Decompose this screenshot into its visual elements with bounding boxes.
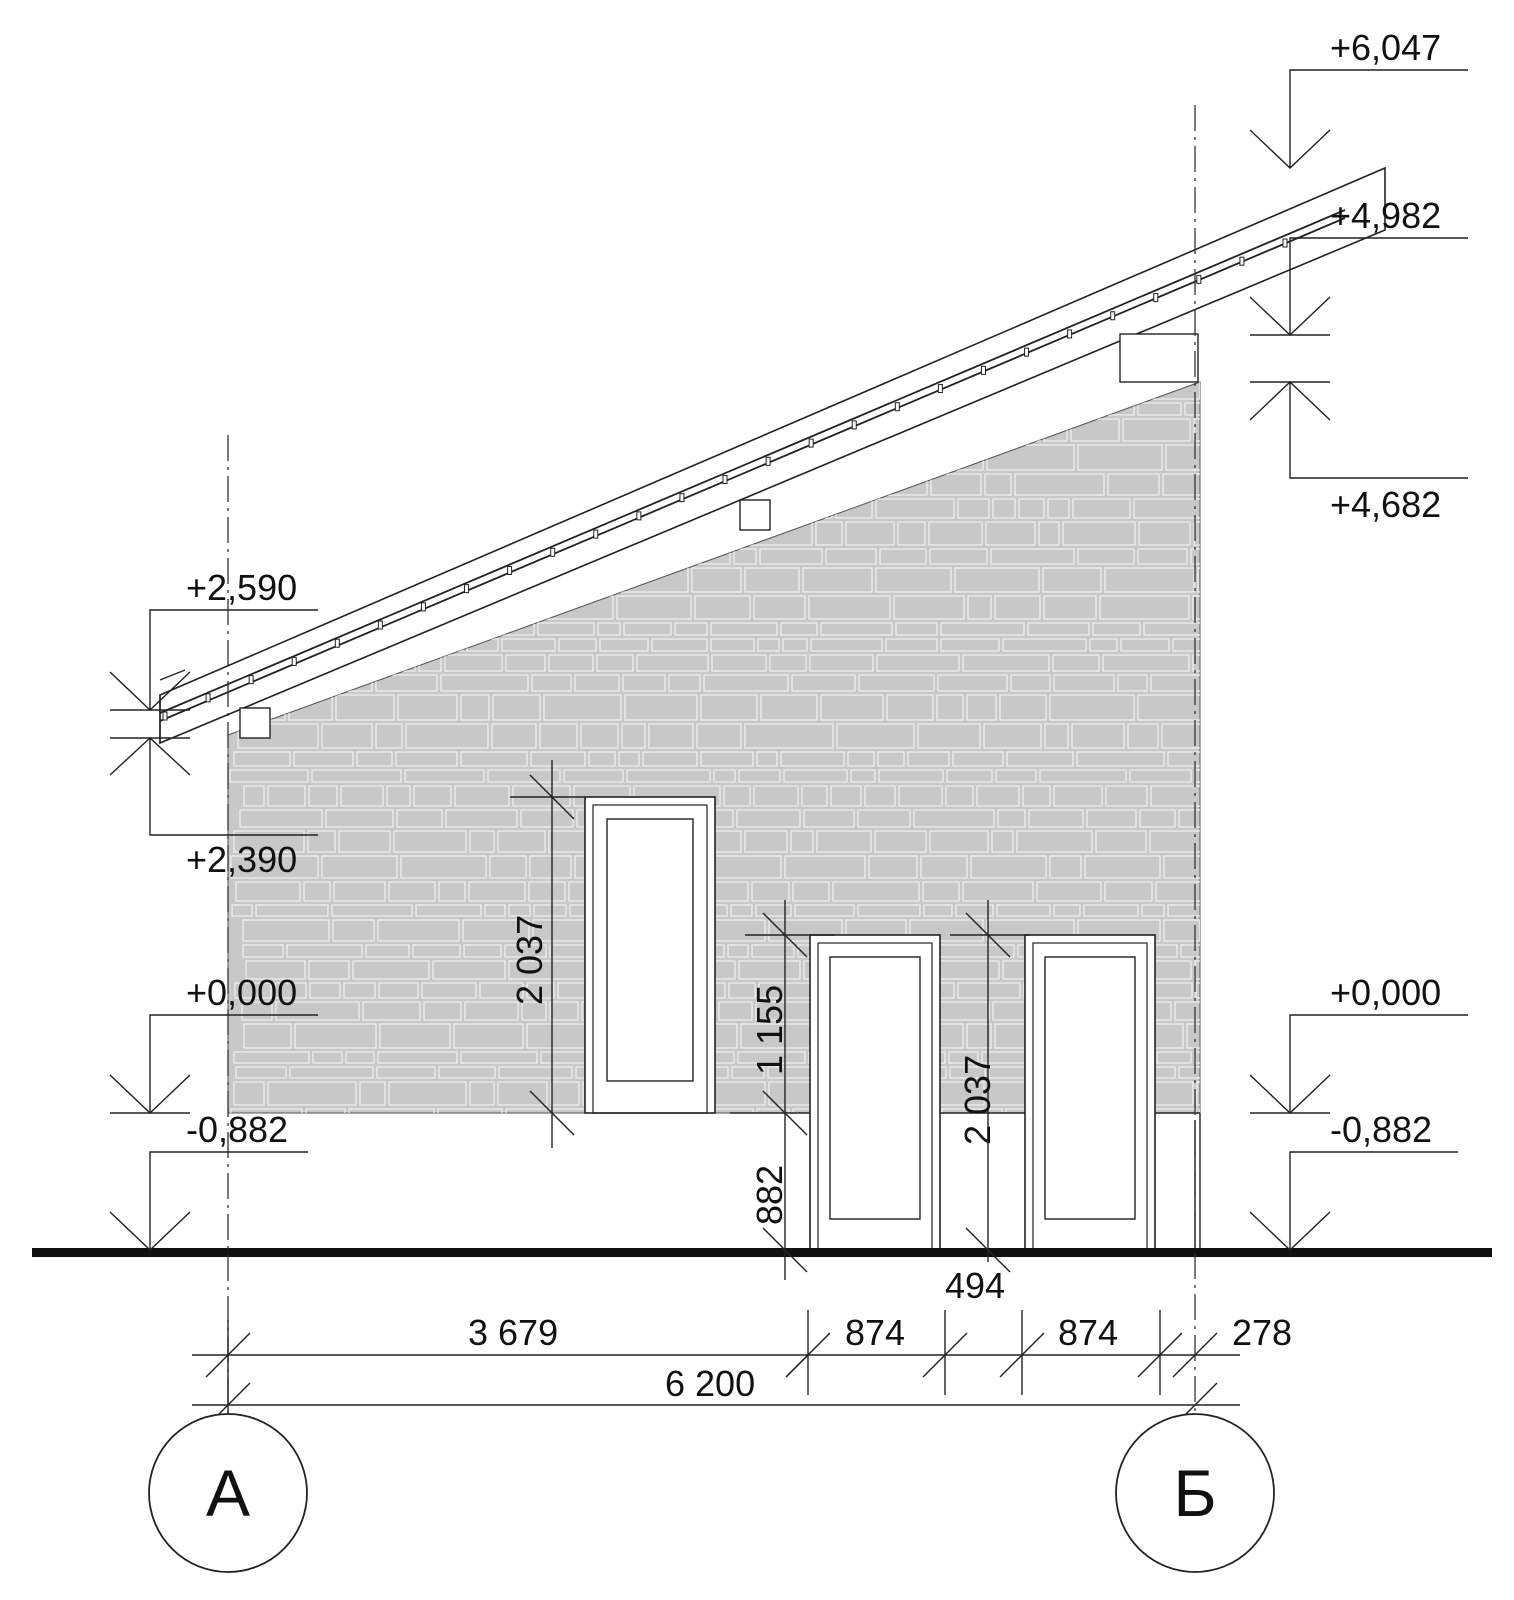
stone-block bbox=[271, 499, 346, 518]
stone-block bbox=[740, 403, 807, 415]
beam-end-middle bbox=[740, 500, 770, 530]
elevation-left-ground: -0,882 bbox=[186, 1109, 289, 1150]
roof-stud bbox=[163, 712, 167, 720]
door-lower-right bbox=[1025, 935, 1155, 1252]
elevation-left-roof-top: +2,590 bbox=[186, 567, 298, 608]
beam-end-left bbox=[240, 708, 270, 738]
dim-segment-3: 874 bbox=[1058, 1312, 1119, 1353]
stone-block bbox=[411, 403, 439, 415]
roof-stud bbox=[378, 621, 382, 629]
stone-block bbox=[478, 499, 499, 518]
stone-block bbox=[1198, 568, 1262, 592]
roof-stud bbox=[852, 421, 856, 429]
elevation-right-floor: +0,000 bbox=[1330, 972, 1442, 1013]
stone-block bbox=[542, 382, 603, 399]
roof-stud bbox=[1283, 239, 1287, 247]
dim-plinth-height: 882 bbox=[749, 1164, 790, 1225]
stone-block bbox=[402, 419, 438, 441]
stone-block bbox=[690, 522, 721, 545]
roof-stud bbox=[1111, 312, 1115, 320]
roof-stud bbox=[292, 657, 296, 665]
stone-block bbox=[625, 403, 674, 415]
stone-block bbox=[231, 403, 316, 415]
dim-total-width: 6 200 bbox=[665, 1363, 756, 1404]
elevation-left-roof-bottom: +2,390 bbox=[186, 839, 298, 880]
stone-block bbox=[442, 419, 523, 441]
stone-block bbox=[320, 403, 407, 415]
stone-block bbox=[314, 419, 398, 441]
roof-stud bbox=[1154, 294, 1158, 302]
stone-block bbox=[443, 403, 494, 415]
stone-block bbox=[1200, 1109, 1240, 1130]
axis-label-a: А bbox=[205, 1456, 251, 1530]
horizontal-dimensions bbox=[192, 1310, 1292, 1427]
stone-block bbox=[248, 549, 318, 564]
stone-block bbox=[390, 549, 428, 564]
roof-stud bbox=[895, 403, 899, 411]
stone-block bbox=[514, 474, 582, 495]
dim-segment-4: 278 bbox=[1232, 1312, 1293, 1353]
door-lower-left bbox=[810, 935, 940, 1252]
stone-block bbox=[418, 522, 442, 545]
stone-block bbox=[369, 382, 424, 399]
stone-block bbox=[457, 382, 538, 399]
stone-block bbox=[659, 382, 698, 399]
stone-block bbox=[236, 445, 286, 470]
stone-block bbox=[503, 499, 533, 518]
roof-stud bbox=[206, 694, 210, 702]
axis-bubble-b bbox=[1116, 1414, 1274, 1572]
stone-block bbox=[539, 445, 589, 470]
stone-block bbox=[702, 382, 776, 399]
stone-block bbox=[1194, 419, 1259, 441]
stone-block bbox=[1083, 382, 1142, 399]
stone-block bbox=[290, 522, 313, 545]
stone-block bbox=[350, 499, 432, 518]
roof-stud bbox=[981, 366, 985, 374]
dim-segment-1: 3 679 bbox=[468, 1312, 559, 1353]
stone-block bbox=[239, 499, 267, 518]
stone-block bbox=[1194, 522, 1265, 545]
roof-stud bbox=[680, 494, 684, 502]
stone-block bbox=[290, 445, 344, 470]
roof-stud bbox=[766, 457, 770, 465]
roof-stud bbox=[508, 566, 512, 574]
roof-stud bbox=[809, 439, 813, 447]
stone-block bbox=[588, 403, 621, 415]
dim-door-height-left: 2 037 bbox=[509, 914, 550, 1005]
door-upper bbox=[585, 797, 715, 1113]
stone-block bbox=[817, 474, 862, 495]
roof-stud bbox=[723, 476, 727, 484]
stone-block bbox=[402, 445, 480, 470]
stone-block bbox=[1193, 596, 1259, 619]
stone-block bbox=[348, 445, 398, 470]
dim-segment-2: 874 bbox=[845, 1312, 906, 1353]
stone-block bbox=[652, 549, 685, 564]
stone-block bbox=[375, 474, 420, 495]
stone-block bbox=[527, 419, 579, 441]
stone-block bbox=[237, 419, 281, 441]
roof-stud bbox=[335, 639, 339, 647]
stone-block bbox=[304, 474, 325, 495]
stone-block bbox=[438, 639, 463, 651]
stone-block bbox=[498, 403, 584, 415]
stone-block bbox=[484, 445, 535, 470]
dim-gap-between-doors: 494 bbox=[945, 1265, 1006, 1306]
axis-label-b: Б bbox=[1173, 1456, 1217, 1530]
stone-block bbox=[242, 474, 300, 495]
stone-block bbox=[1048, 382, 1079, 399]
roof-stud bbox=[421, 603, 425, 611]
stone-block bbox=[624, 549, 648, 564]
stone-block bbox=[329, 474, 371, 495]
stone-block bbox=[981, 403, 1032, 415]
stone-block bbox=[1195, 1052, 1258, 1063]
stone-block bbox=[314, 382, 365, 399]
roof-stud bbox=[249, 676, 253, 684]
roof-stud bbox=[465, 585, 469, 593]
stone-block bbox=[635, 445, 671, 470]
stone-block bbox=[780, 382, 846, 399]
stone-block bbox=[607, 382, 655, 399]
dim-window-height: 1 155 bbox=[749, 984, 790, 1075]
axis-bubble-a bbox=[149, 1414, 307, 1572]
stone-block bbox=[593, 445, 631, 470]
stone-block bbox=[463, 474, 510, 495]
stone-block bbox=[623, 419, 685, 441]
stone-block bbox=[322, 549, 386, 564]
elevation-right-roof-bottom: +4,682 bbox=[1330, 484, 1442, 525]
stone-block bbox=[273, 382, 310, 399]
roof-stud bbox=[1197, 275, 1201, 283]
beam-end-right bbox=[1120, 334, 1198, 382]
roof-stud bbox=[637, 512, 641, 520]
roof-stud bbox=[551, 548, 555, 556]
roof-stud bbox=[594, 530, 598, 538]
stone-block bbox=[285, 419, 310, 441]
ground-line bbox=[32, 1248, 1492, 1257]
stone-block bbox=[360, 522, 414, 545]
right-elevation-markers bbox=[1250, 27, 1468, 1250]
stone-block bbox=[243, 623, 274, 635]
stone-block bbox=[436, 499, 474, 518]
roof-stud bbox=[1068, 330, 1072, 338]
elevation-left-floor: +0,000 bbox=[186, 972, 298, 1013]
elevation-right-ground: -0,882 bbox=[1330, 1109, 1433, 1150]
stone-block bbox=[424, 474, 459, 495]
stone-block bbox=[1036, 403, 1072, 415]
stone-block bbox=[1193, 655, 1269, 671]
elevation-right-ridge: +6,047 bbox=[1330, 27, 1442, 68]
stone-block bbox=[689, 419, 737, 441]
stone-block bbox=[1196, 983, 1244, 998]
stone-block bbox=[232, 522, 286, 545]
stone-block bbox=[583, 419, 619, 441]
stone-block bbox=[678, 403, 736, 415]
stone-block bbox=[446, 522, 490, 545]
stone-block bbox=[1014, 419, 1040, 441]
dim-door-height-right: 2 037 bbox=[957, 1054, 998, 1145]
stone-block bbox=[301, 568, 384, 592]
stone-block bbox=[317, 522, 356, 545]
stone-block bbox=[241, 382, 269, 399]
elevation-right-roof-top: +4,982 bbox=[1330, 195, 1442, 236]
stone-block bbox=[428, 382, 453, 399]
roof-stud bbox=[938, 385, 942, 393]
roof-stud bbox=[1240, 257, 1244, 265]
stone-block bbox=[959, 419, 1010, 441]
roof-stud bbox=[1025, 348, 1029, 356]
